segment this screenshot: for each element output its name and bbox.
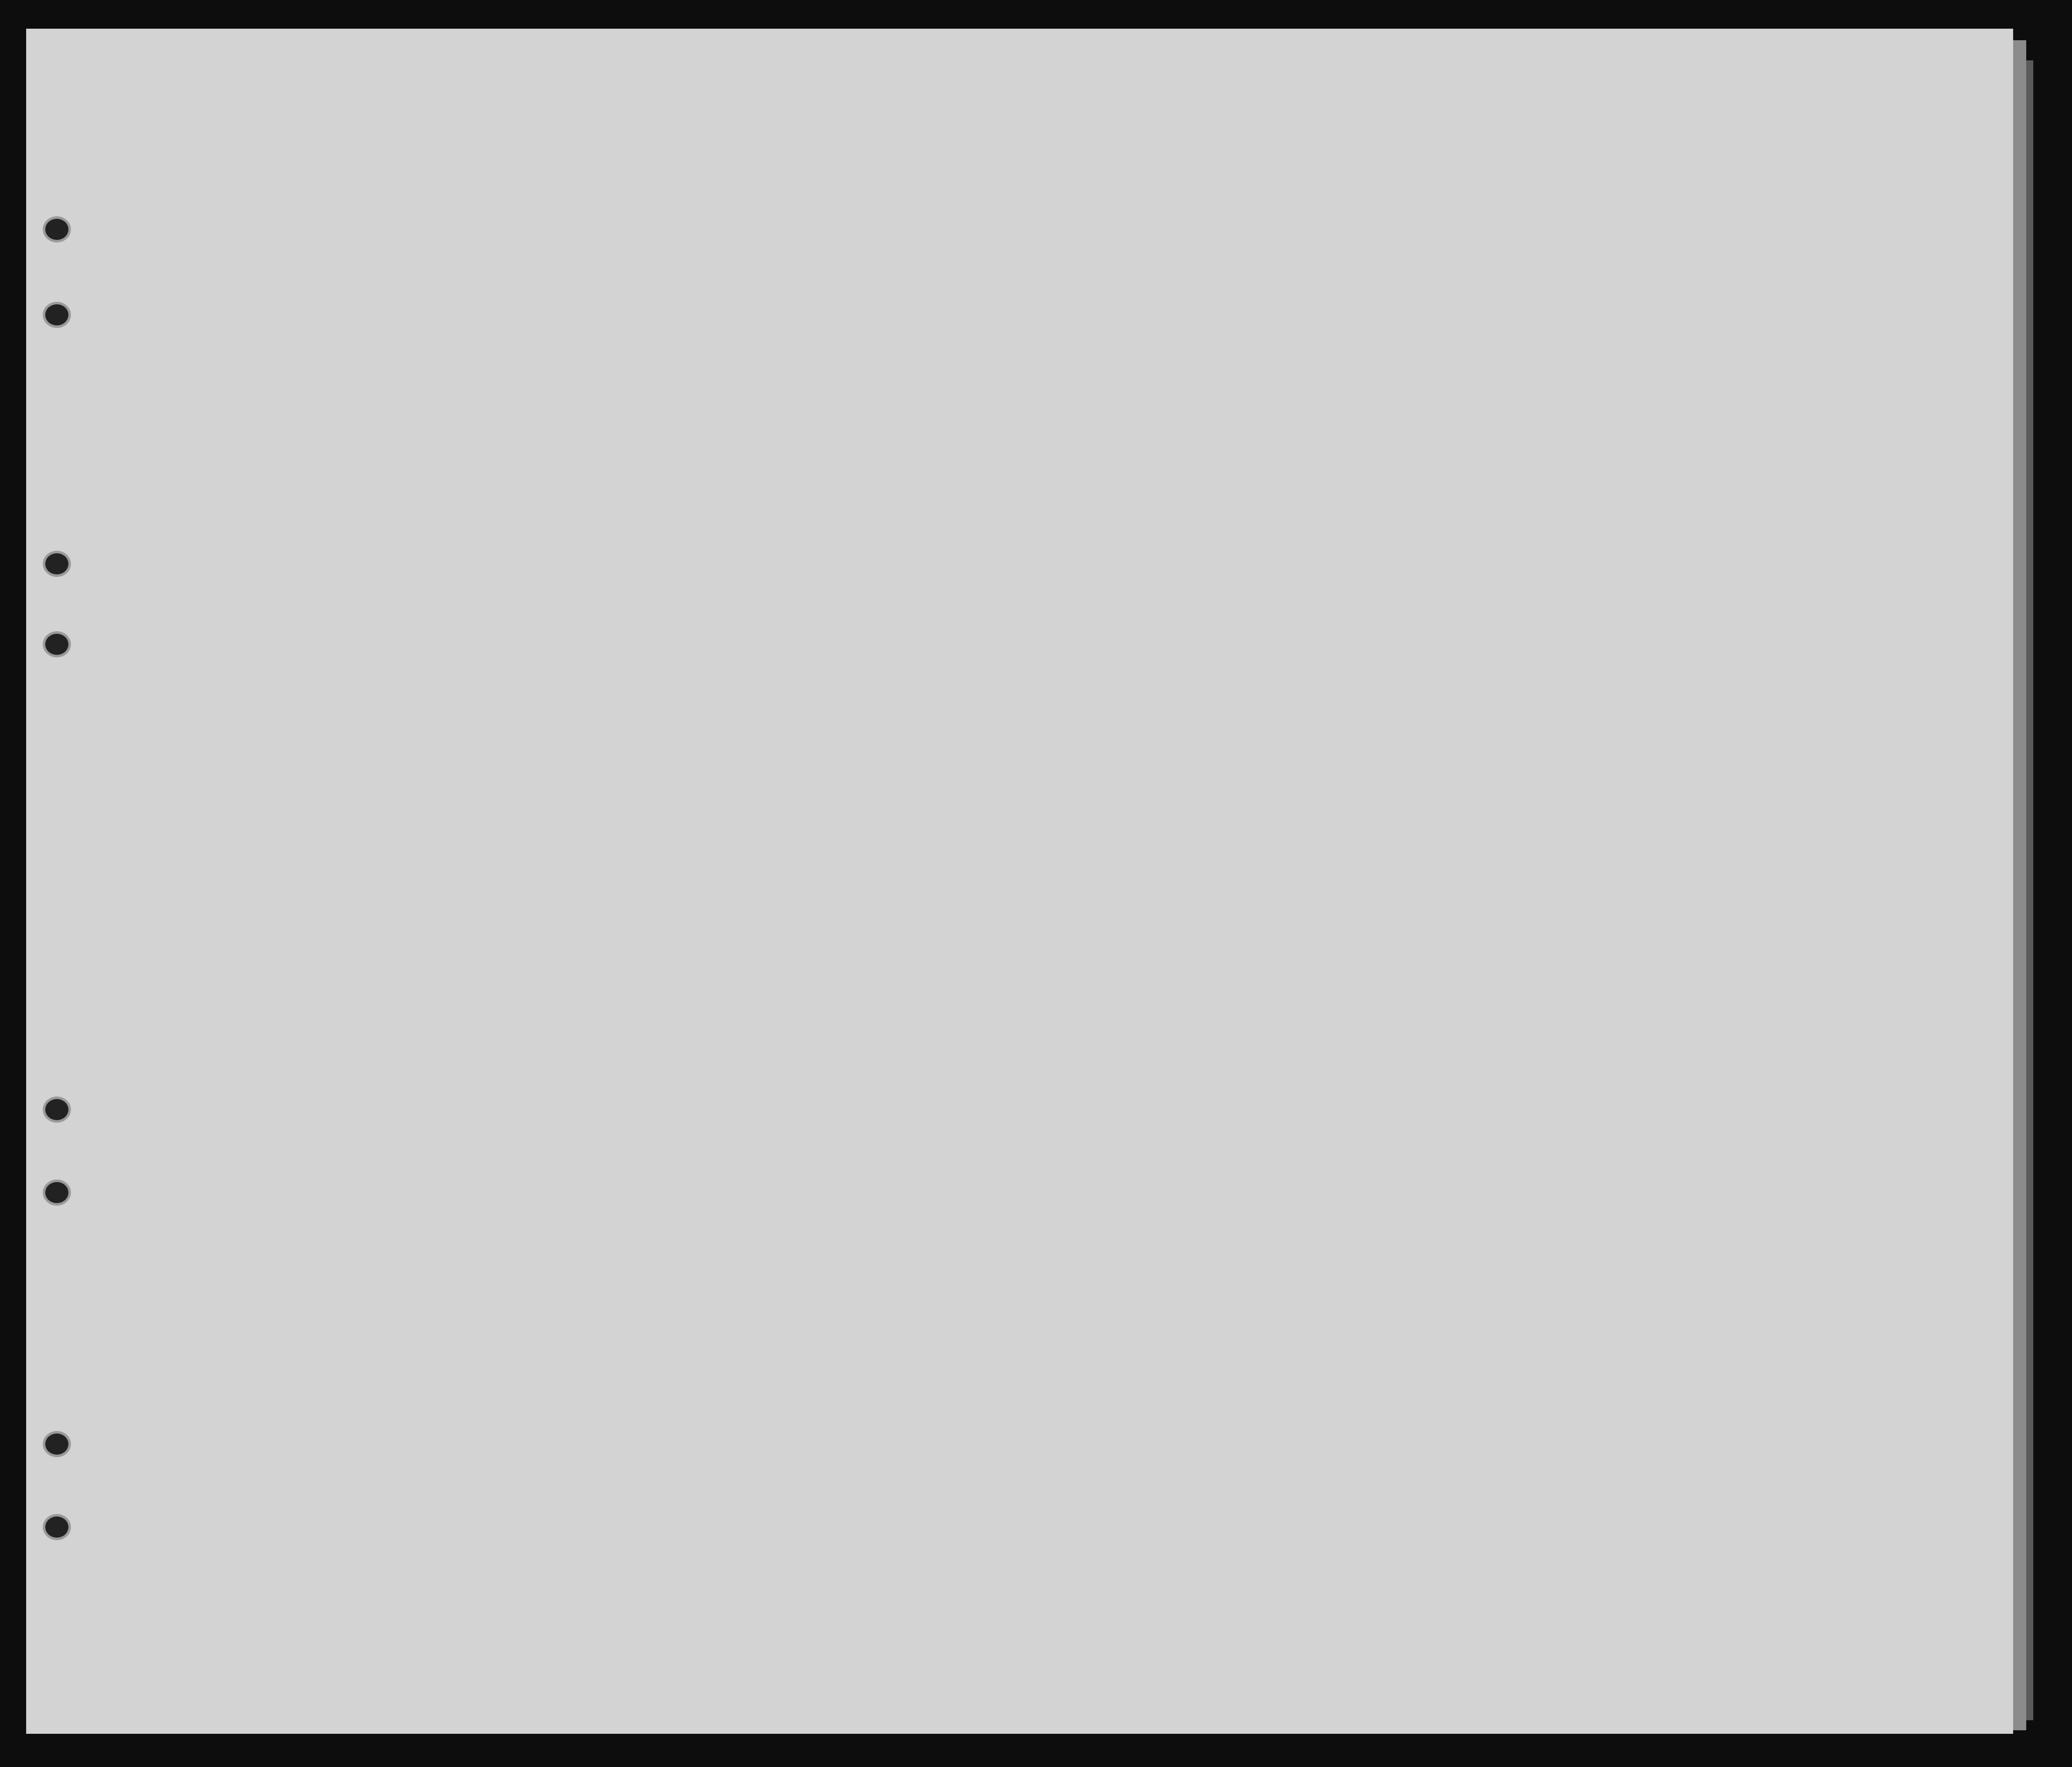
header-c24-b xyxy=(1219,322,1250,417)
header-c24-a xyxy=(1171,322,1219,417)
header-c21 xyxy=(694,297,722,417)
header-c26 xyxy=(1333,297,1361,417)
header-c34-inches xyxy=(1680,367,1703,417)
header-c25 xyxy=(1288,297,1333,417)
header-c27 xyxy=(1361,297,1386,417)
header-c28 xyxy=(1388,297,1439,417)
header-c24-c xyxy=(1250,322,1280,417)
header-c29 xyxy=(1444,297,1484,417)
header-c34-feet xyxy=(1655,367,1678,417)
header-c31 xyxy=(1512,297,1537,417)
header-c30 xyxy=(1484,297,1512,417)
header-c19 xyxy=(567,297,593,417)
